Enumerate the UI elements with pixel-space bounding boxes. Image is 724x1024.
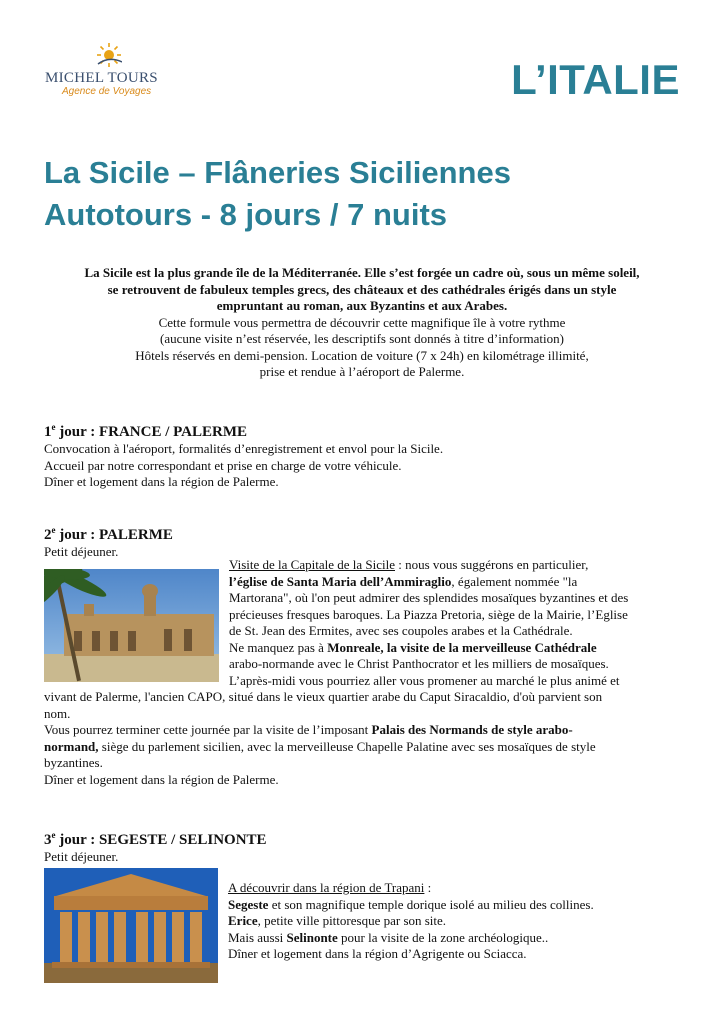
intro-line-7: prise et rendue à l’aéroport de Palerme. bbox=[259, 364, 465, 379]
day-2-line-10: nom. bbox=[44, 705, 71, 721]
day-2-line-2: l’église de Santa Maria dell’Ammiraglio, également nommée "la bbox=[229, 573, 578, 589]
intro-line-4: Cette formule vous permettra de découvrir cette magnifique île à votre rythme bbox=[158, 314, 566, 330]
logo-tagline: Agence de Voyages bbox=[62, 86, 152, 97]
day-2-line-4: précieuses fresques baroques. La Piazza Pretoria, siège de la Mairie, l’Eglise bbox=[229, 606, 628, 622]
day-2-heading: 2e jour : PALERME bbox=[44, 525, 173, 543]
day-1-line-3: Dîner et logement dans la région de Palerme. bbox=[44, 474, 279, 489]
day-2-line-3: Martorana", où l'on peut admirer des splendides mosaïques byzantines et des bbox=[229, 590, 629, 605]
day-3-line-4: Mais aussi Selinonte pour la visite de la zone archéologique.. bbox=[228, 929, 549, 945]
intro-line-6: Hôtels réservés en demi-pension. Location de voiture (7 x 24h) en kilométrage illimité, bbox=[135, 347, 589, 363]
day-2-line-11: Vous pourrez terminer cette journée par la visite de l’imposant Palais des Normands de style arabo- bbox=[44, 722, 573, 737]
day-3-heading: 3e jour : SEGESTE / SELINONTE bbox=[44, 830, 267, 848]
day-3-text bbox=[228, 880, 688, 963]
day-2-text-right bbox=[229, 557, 689, 689]
intro-bold-1: La Sicile est la plus grande île de la Méditerranée. Elle s’est forgée un cadre où, sous un même soleil, bbox=[84, 265, 640, 280]
day-2-line-14: Dîner et logement dans la région de Palerme. bbox=[44, 771, 279, 787]
day-3-line-5: Dîner et logement dans la région d’Agrigente ou Sciacca. bbox=[228, 946, 527, 961]
day-1-section bbox=[44, 418, 443, 491]
day-2-line-7: arabo-normande avec le Christ Panthocrator et les milliers de mosaïques. bbox=[229, 656, 609, 671]
intro-line-5: (aucune visite n’est réservée, les descriptifs sont donnés à titre d’information) bbox=[160, 331, 564, 346]
day-2-line-13: byzantines. bbox=[44, 755, 103, 770]
day-2-line-9: vivant de Palerme, l'ancien CAPO, situé dans le vieux quartier arabe du Caput Siracaldio, d'où parvient son bbox=[44, 689, 603, 704]
day-3-line-2: Segeste et son magnifique temple dorique isolé au milieu des collines. bbox=[228, 896, 594, 912]
country-title: L’ITALIE bbox=[511, 56, 680, 103]
day-2-heading-block bbox=[44, 521, 173, 561]
page-title bbox=[44, 152, 511, 236]
sun-logo-icon bbox=[96, 42, 122, 68]
day-1-line-1: Convocation à l'aéroport, formalités d’enregistrement et envol pour la Sicile. bbox=[44, 441, 444, 456]
day-2-text-full bbox=[44, 689, 694, 788]
day-3-line-3: Erice, petite ville pittoresque par son site. bbox=[228, 913, 447, 928]
day-3-heading-block bbox=[44, 826, 267, 866]
day-2-line-5: de St. Jean des Ermites, avec ses coupoles arabes et la Cathédrale. bbox=[229, 623, 573, 638]
company-logo bbox=[44, 42, 174, 102]
day-2-breakfast: Petit déjeuner. bbox=[44, 544, 119, 559]
day-2-line-6: Ne manquez pas à Monreale, la visite de la merveilleuse Cathédrale bbox=[229, 639, 597, 655]
day-2-line-12: normand, siège du parlement sicilien, avec la merveilleuse Chapelle Palatine avec ses mosaïques de style bbox=[44, 738, 596, 754]
intro-bold-2: se retrouvent de fabuleux temples grecs, des châteaux et des cathédrales érigés dans un style bbox=[107, 281, 617, 297]
day-3-breakfast: Petit déjeuner. bbox=[44, 849, 119, 864]
title-line-2: Autotours - 8 jours / 7 nuits bbox=[44, 197, 448, 232]
segeste-temple-photo bbox=[44, 868, 218, 983]
intro-bold-3: empruntant au roman, aux Byzantins et aux Arabes. bbox=[216, 298, 508, 313]
title-line-1: La Sicile – Flâneries Siciliennes bbox=[44, 155, 511, 190]
day-1-line-2: Accueil par notre correspondant et prise en charge de votre véhicule. bbox=[44, 457, 402, 473]
intro-paragraph bbox=[44, 265, 680, 381]
palermo-photo bbox=[44, 569, 219, 682]
logo-brand: MICHEL TOURS bbox=[45, 70, 158, 86]
day-3-line-1: A découvrir dans la région de Trapani : bbox=[228, 880, 432, 895]
day-2-line-1: Visite de la Capitale de la Sicile : nous vous suggérons en particulier, bbox=[229, 557, 589, 572]
day-2-line-8: L’après-midi vous pourriez aller vous promener au marché le plus animé et bbox=[229, 672, 620, 688]
day-1-heading: 1e jour : FRANCE / PALERME bbox=[44, 422, 248, 440]
